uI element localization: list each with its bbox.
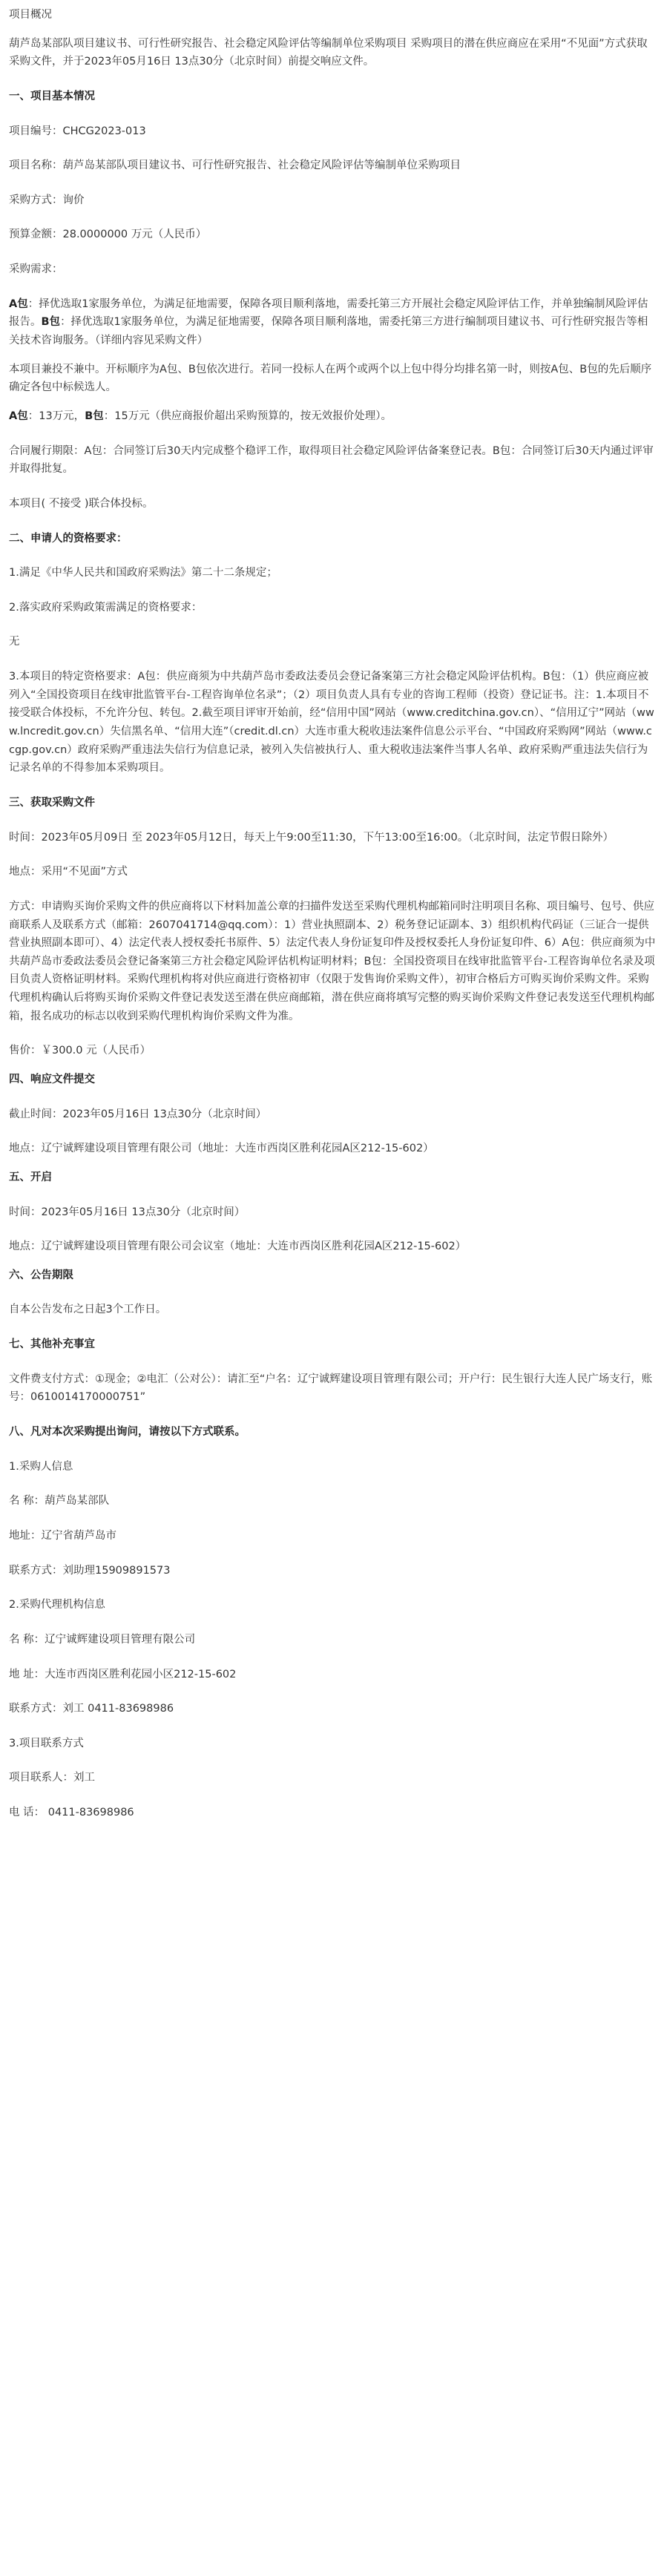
section-7-title: 七、其他补充事宜 — [9, 1338, 95, 1351]
buyer-contact: 联系方式：刘助理15909891573 — [9, 1564, 171, 1577]
section-1-title: 一、项目基本情况 — [9, 90, 95, 102]
budget-amount: 预算金额：28.0000000 万元（人民币） — [9, 229, 207, 241]
requirement-3: 3.本项目的特定资格要求：A包：供应商须为中共葫芦岛市委政法委员会登记备案第三方社会稳定风险评估机构。B包：（1）供应商应被列入“全国投资项目在线审批监管平台-工程咨询单位名录”；（2）项目负责人具有专业的咨询工程师（投资）登记证书。注：1.本项目不接受联合体投标，不允许分包、转包。2.截至项目评审开始前，经“信用中国”网站（www.creditchina.gov.cn）、“信用辽宁”网站（www.lncredit.gov.cn）失信黑名单、“信用大连”（credit.dl.cn）大连市重大税收违法案件信息公示平台、“中国政府采购网”网站（www.ccgp.gov.cn）政府采购严重违法失信行为信息记录，被列入失信被执行人、重大税收违法案件当事人名单、政府采购严重违法失信行为记录名单的不得参加本采购项目。 — [9, 671, 654, 775]
package-a-text: ：择优选取1家服务单位，为满足征地需要，保障各项目顺利落地，需委托第三方开展社会稳定风险评估工作，并单独编制风险评估报告。 — [9, 298, 648, 329]
overview-title: 项目概况 — [9, 9, 52, 21]
overview-text: 葫芦岛某部队项目建议书、可行性研究报告、社会稳定风险评估等编制单位采购项目 采购项目的潜在供应商应在采用“不见面”方式获取采购文件，并于2023年05月16日 13点30分（北京时间）前提交响应文件。 — [9, 37, 648, 68]
section-2-title: 二、申请人的资格要求： — [9, 532, 128, 545]
needs-label: 采购需求： — [9, 263, 63, 276]
price-a-value: ：13万元， — [27, 410, 85, 422]
requirement-2-value: 无 — [9, 636, 20, 648]
acquire-time: 时间：2023年05月09日 至 2023年05月12日，每天上午9:00至11:30，下午13:00至16:00。（北京时间，法定节假日除外） — [9, 831, 614, 844]
notice-period: 自本公告发布之日起3个工作日。 — [9, 1304, 167, 1316]
opening-place: 地点：辽宁诚辉建设项目管理有限公司会议室（地址：大连市西岗区胜利花园A区212-15-602） — [9, 1241, 467, 1253]
section-3-title: 三、获取采购文件 — [9, 796, 95, 809]
project-name: 项目名称：葫芦岛某部队项目建议书、可行性研究报告、社会稳定风险评估等编制单位采购项目 — [9, 160, 461, 172]
package-b-label: B包 — [41, 316, 61, 329]
requirement-1: 1.满足《中华人民共和国政府采购法》第二十二条规定； — [9, 567, 277, 579]
package-a-label: A包 — [9, 298, 28, 310]
buyer-address: 地址：辽宁省葫芦岛市 — [9, 1529, 116, 1542]
buyer-name: 名 称：葫芦岛某部队 — [9, 1495, 110, 1508]
buyer-info-title: 1.采购人信息 — [9, 1460, 73, 1473]
section-4-title: 四、响应文件提交 — [9, 1073, 95, 1085]
package-descriptions — [9, 295, 657, 350]
section-6-title: 六、公告期限 — [9, 1269, 73, 1281]
section-8-title: 八、凡对本次采购提出询问，请按以下方式联系。 — [9, 1426, 246, 1439]
contract-term: 合同履行期限：A包：合同签订后30天内完成整个稳评工作，取得项目社会稳定风险评估备案登记表。B包：合同签订后30天内通过评审并取得批复。 — [9, 444, 654, 476]
package-prices — [9, 407, 657, 426]
document-price: 售价：￥300.0 元（人民币） — [9, 1045, 151, 1057]
price-a-label: A包 — [9, 410, 28, 422]
joint-bid-note: 本项目( 不接受 )联合体投标。 — [9, 497, 154, 510]
project-contact-title: 3.项目联系方式 — [9, 1737, 84, 1749]
price-b-label: B包 — [85, 410, 104, 422]
project-contact-person: 项目联系人：刘工 — [9, 1772, 95, 1784]
requirement-2: 2.落实政府采购政策需满足的资格要求： — [9, 601, 203, 614]
agent-contact: 联系方式：刘工 0411-83698986 — [9, 1703, 174, 1715]
agent-name: 名 称：辽宁诚辉建设项目管理有限公司 — [9, 1633, 196, 1646]
submission-deadline: 截止时间：2023年05月16日 13点30分（北京时间） — [9, 1108, 267, 1120]
agent-address: 地 址：大连市西岗区胜利花园小区212-15-602 — [9, 1668, 237, 1680]
package-b-text: ：择优选取1家服务单位，为满足征地需要，保障各项目顺利落地，需委托第三方进行编制项目建议书、可行性研究报告等相关技术咨询服务。（详细内容见采购文件） — [9, 316, 648, 347]
payment-method: 文件费支付方式：①现金；②电汇（公对公）：请汇至“户名：辽宁诚辉建设项目管理有限公司；开户行：民生银行大连人民广场支行，账号：0610014170000751” — [9, 1373, 653, 1404]
submission-place: 地点：辽宁诚辉建设项目管理有限公司（地址：大连市西岗区胜利花园A区212-15-602） — [9, 1143, 434, 1155]
project-contact-phone: 电 话： 0411-83698986 — [9, 1807, 134, 1819]
combined-bid-rule: 本项目兼投不兼中。开标顺序为A包、B包依次进行。若同一投标人在两个或两个以上包中得分均排名第一时，则按A包、B包的先后顺序确定各包中标候选人。 — [9, 363, 652, 394]
project-number: 项目编号：CHCG2023-013 — [9, 125, 146, 137]
price-b-value: ：15万元（供应商报价超出采购预算的，按无效报价处理）。 — [103, 410, 392, 422]
agent-info-title: 2.采购代理机构信息 — [9, 1599, 105, 1611]
acquire-method: 方式：申请购买询价采购文件的供应商将以下材料加盖公章的扫描件发送至采购代理机构邮箱同时注明项目名称、项目编号、包号、供应商联系人及联系方式（邮箱：2607041714@qq.com）：1）营业执照副本、2）税务登记证副本、3）组织机构代码证（三证合一提供营业执照副本即可）、4）法定代表人授权委托书原件、5）法定代表人身份证复印件及授权委托人身份证复印件、6）A包：供应商须为中共葫芦岛市委政法委员会登记备案第三方社会稳定风险评估机构证明材料；B包：全国投资项目在线审批监管平台-工程咨询单位名录及项目负责人资格证明材料。采购代理机构将对供应商进行资格初审（仅限于发售询价采购文件），初审合格后方可购买询价采购文件。采购代理机构确认后将购买询价采购文件登记表发送至潜在供应商邮箱，潜在供应商将填写完整的购买询价采购文件登记表发送至代理机构邮箱，报名成功的标志以收到采购代理机构询价采购文件为准。 — [9, 900, 656, 1022]
procurement-method: 采购方式：询价 — [9, 194, 85, 206]
section-5-title: 五、开启 — [9, 1171, 52, 1183]
opening-time: 时间：2023年05月16日 13点30分（北京时间） — [9, 1206, 246, 1218]
acquire-place: 地点：采用“不见面”方式 — [9, 866, 128, 878]
